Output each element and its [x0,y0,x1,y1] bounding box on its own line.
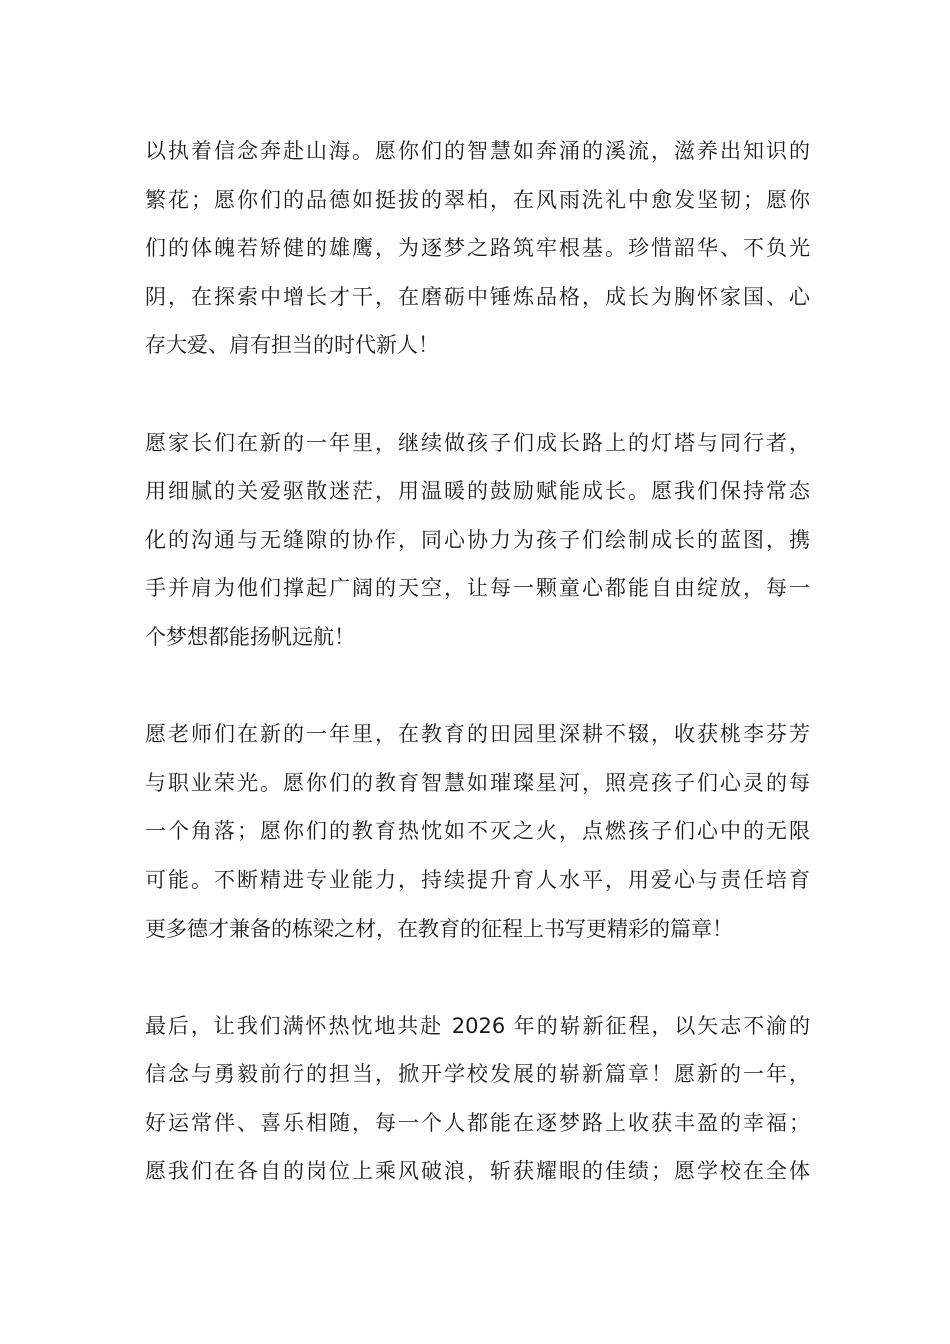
paragraph-gap [145,662,810,711]
paragraph-teachers [145,710,810,953]
paragraph-gap [145,953,810,1002]
text-line: 信念与勇毅前行的担当，掀开学校发展的崭新篇章！愿新的一年， [145,1062,810,1087]
text-line: 用细腻的关爱驱散迷茫，用温暖的鼓励赋能成长。愿我们保持常态 [145,479,810,504]
text-line: 更多德才兼备的栋梁之材，在教育的征程上书写更精彩的篇章！ [145,916,733,941]
paragraph-gap [145,370,810,419]
paragraph-students [145,127,810,370]
paragraph-closing [145,1002,810,1196]
text-line: 愿老师们在新的一年里，在教育的田园里深耕不辍，收获桃李芬芳 [145,722,810,747]
text-line: 存大爱、肩有担当的时代新人！ [145,333,439,358]
paragraph-parents [145,419,810,662]
text-line: 手并肩为他们撑起广阔的天空，让每一颗童心都能自由绽放，每一 [145,576,810,601]
text-line: 与职业荣光。愿你们的教育智慧如璀璨星河，照亮孩子们心灵的每 [145,770,810,795]
text-line: 们的体魄若矫健的雄鹰，为逐梦之路筑牢根基。珍惜韶华、不负光 [145,236,810,261]
text-line: 以执着信念奔赴山海。愿你们的智慧如奔涌的溪流，滋养出知识的 [145,139,810,163]
text-line: 愿我们在各自的岗位上乘风破浪，斩获耀眼的佳绩；愿学校在全体 [145,1159,810,1184]
text-line: 阴，在探索中增长才干，在磨砺中锤炼品格，成长为胸怀家国、心 [145,284,810,309]
text-line: 愿家长们在新的一年里，继续做孩子们成长路上的灯塔与同行者， [145,430,810,455]
text-line: 一个角落；愿你们的教育热忱如不灭之火，点燃孩子们心中的无限 [145,819,810,844]
text-line: 好运常伴、喜乐相随，每一个人都能在逐梦路上收获丰盈的幸福； [145,1110,810,1135]
text-line: 个梦想都能扬帆远航！ [145,624,355,649]
text-line: 最后，让我们满怀热忱地共赴 2026 年的崭新征程，以矢志不渝的 [145,1013,810,1038]
text-line: 繁花；愿你们的品德如挺拔的翠柏，在风雨洗礼中愈发坚韧；愿你 [145,187,810,212]
text-line: 可能。不断精进专业能力，持续提升育人水平，用爱心与责任培育 [145,867,810,892]
text-line: 化的沟通与无缝隙的协作，同心协力为孩子们绘制成长的蓝图，携 [145,527,810,552]
document-body [145,127,810,1196]
